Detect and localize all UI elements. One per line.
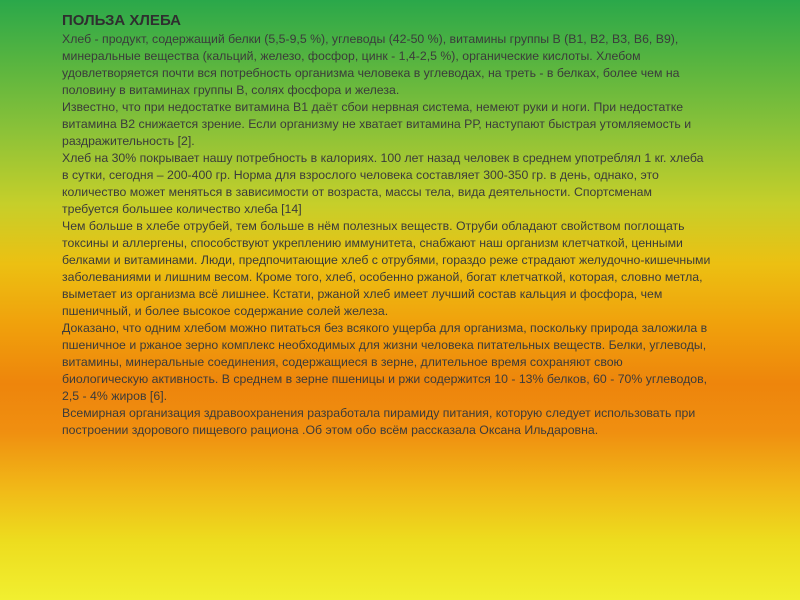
paragraph-composition: Хлеб - продукт, содержащий белки (5,5-9,5 %), углеводы (42-50 %), витамины группы B (В1, В2, В3, В6, В9), минеральные вещества (кальций, железо, фосфор, цинк - 1,4-2,5 %), органические кислоты. Хлебом удовлетворяется почти вся потребность организма человека в углеводах, на треть - в белках, более чем на половину в витаминах группы В, солях фосфора и железа. <box>62 32 680 97</box>
slide-content <box>62 10 712 439</box>
paragraph-bran: Чем больше в хлебе отрубей, тем больше в нём полезных веществ. Отруби обладают свойством поглощать токсины и аллергены, способствуют укреплению иммунитета, снабжают наш организм клетчаткой, ценными белками и витаминами. Люди, предпочитающие хлеб с отрубями, гораздо реже страдают желудочно-кишечными заболеваниями и лишним весом. Кроме того, хлеб, особенно ржаной, богат клетчаткой, которая, словно метла, выметает из организма всё лишнее. Кстати, ржаной хлеб имеет лучший состав кальция и фосфора, чем пшеничный, и более высокое содержание солей железа. <box>62 219 711 318</box>
paragraph-grain: Доказано, что одним хлебом можно питаться без всякого ущерба для организма, поскольку природа заложила в пшеничное и ржаное зерно комплекс необходимых для жизни человека питательных веществ. Белки, углеводы, витамины, минеральные соединения, содержащиеся в зерне, длительное время сохраняют свою биологическую активность. В среднем в зерне пшеницы и ржи содержится 10 - 13% белков, 60 - 70% углеводов, 2,5 - 4% жиров [6]. <box>62 321 708 403</box>
paragraph-who: Всемирная организация здравоохранения разработала пирамиду питания, которую следует использовать при построении здорового пищевого рациона .Об этом обо всём рассказала Оксана Ильдаровна. <box>62 406 696 437</box>
paragraph-calories: Хлеб на 30% покрывает нашу потребность в калориях. 100 лет назад человек в среднем употреблял 1 кг. хлеба в сутки, сегодня – 200-400 гр. Норма для взрослого человека составляет 300-350 гр. в день, однако, это количество может меняться в зависимости от возраста, массы тела, вида деятельности. Спортсменам требуется большее количество хлеба [14] <box>62 151 704 216</box>
slide-title: ПОЛЬЗА ХЛЕБА <box>62 12 181 29</box>
paragraph-vitamins: Известно, что при недостатке витамина В1 даёт сбои нервная система, немеют руки и ноги. При недостатке витамина В2 снижается зрение. Если организму не хватает витамина РР, наступают быстрая утомляемость и раздражительность [2]. <box>62 100 692 148</box>
